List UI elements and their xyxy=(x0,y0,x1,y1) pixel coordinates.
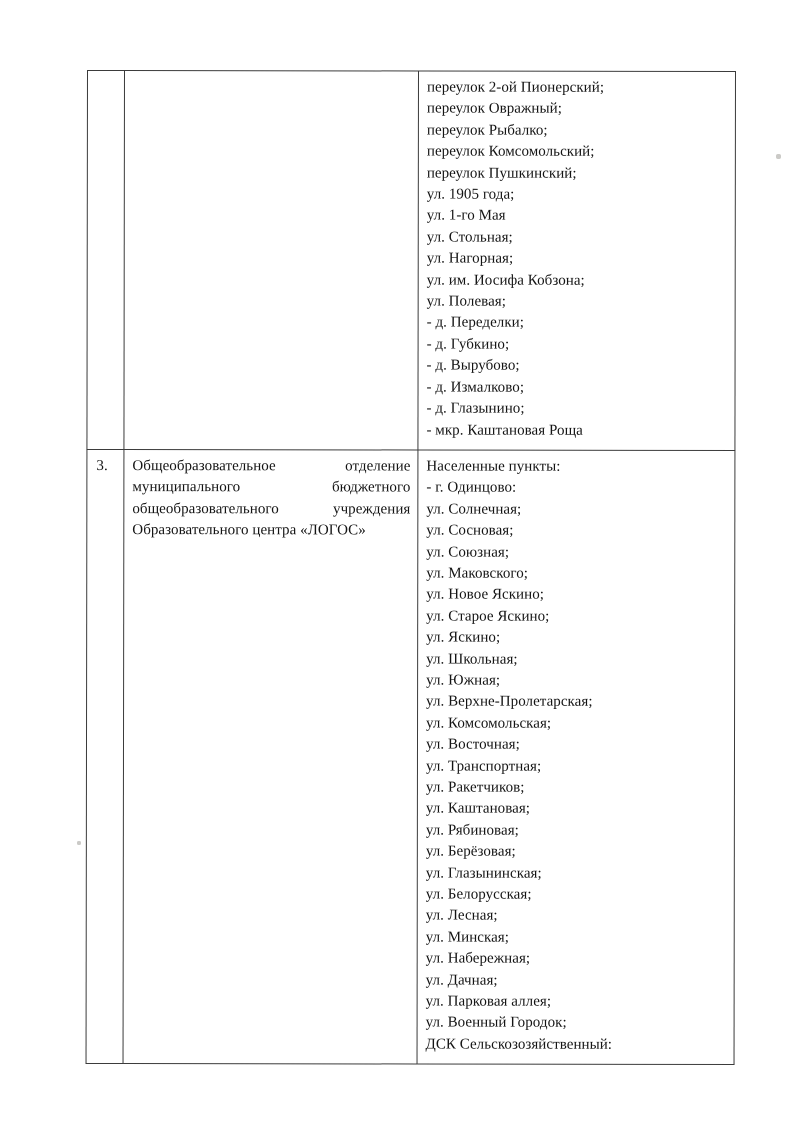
institution-name xyxy=(125,71,418,95)
territory-line: ул. Ракетчиков; xyxy=(425,779,525,796)
territory-line: переулок Комсомольский; xyxy=(426,143,595,160)
territory-line: ул. Яскино; xyxy=(426,629,501,646)
scan-speck xyxy=(776,154,781,159)
territory-line: Населенные пункты: xyxy=(426,458,561,475)
table-row xyxy=(87,71,736,451)
territory-line: - д. Глазынино; xyxy=(426,400,525,417)
row-number-cell xyxy=(86,449,124,1063)
territory-line: ул. Каштановая; xyxy=(425,800,531,818)
territory-line: - д. Переделки; xyxy=(426,314,524,332)
institution-name: Общеобразовательное отделение муниципального бюджетного общеобразовательного учреждения Образовательного центра «ЛОГОС» xyxy=(132,457,411,539)
territory-line: переулок Рыбалко; xyxy=(426,122,548,139)
territory-cell xyxy=(418,71,736,450)
territory-line: ул. Старое Яскино; xyxy=(426,608,550,625)
territory-line: ул. Военный Городок; xyxy=(425,1014,567,1032)
row-number: 3. xyxy=(96,457,108,474)
territory-line: ул. Набережная; xyxy=(425,950,531,967)
territory-line: ул. 1-го Мая xyxy=(426,207,506,225)
territory-line: ул. Школьная; xyxy=(426,651,518,668)
territory-line: ул. Глазынинская; xyxy=(425,865,542,882)
territory-line: ул. 1905 года; xyxy=(426,186,515,203)
territory-line: ДСК Сельскозозяйственный: xyxy=(425,1036,613,1053)
territory-line: ул. Лесная; xyxy=(425,907,498,925)
territory-line: ул. Новое Яскино; xyxy=(426,586,544,604)
territory-line: ул. Парковая аллея; xyxy=(425,993,552,1010)
territory-cell xyxy=(417,450,735,1065)
territory-line: ул. Полевая; xyxy=(426,293,506,310)
territory-line: - мкр. Каштановая Роща xyxy=(426,422,583,439)
table-body xyxy=(86,71,735,1065)
territory-line: - г. Одинцово: xyxy=(426,479,517,496)
territory-line: ул. Стольная; xyxy=(426,229,513,246)
territory-line: ул. Нагорная; xyxy=(426,250,514,267)
territory-line: - д. Губкино; xyxy=(426,336,510,353)
territory-line: ул. Верхне-Пролетарская; xyxy=(426,693,593,711)
territory-line: ул. Рябиновая; xyxy=(425,822,519,839)
row-number-cell xyxy=(87,71,125,450)
institution-cell xyxy=(123,449,418,1064)
territory-line: ул. Берёзовая; xyxy=(425,843,516,860)
territory-line: переулок Овражный; xyxy=(426,100,562,118)
institution-cell xyxy=(124,71,419,450)
territory-line: - д. Измалково; xyxy=(426,379,525,396)
territory-line: ул. Союзная; xyxy=(426,544,510,561)
scan-speck xyxy=(77,841,81,845)
territory-list xyxy=(418,71,735,449)
territory-line: переулок 2-ой Пионерский; xyxy=(426,79,605,96)
table-row xyxy=(86,449,735,1064)
territory-line: ул. Белорусская; xyxy=(425,886,532,903)
territory-line: ул. Сосновая; xyxy=(426,522,514,539)
territory-assignment-table xyxy=(86,70,736,1065)
territory-line: ул. Минская; xyxy=(425,929,509,946)
territory-line: ул. Восточная; xyxy=(425,736,520,753)
territory-line: - д. Вырубово; xyxy=(426,357,520,374)
territory-line: ул. им. Иосифа Кобзона; xyxy=(426,272,585,289)
row-number xyxy=(88,71,124,95)
territory-line: ул. Дачная; xyxy=(425,972,498,989)
territory-line: ул. Южная; xyxy=(426,672,501,689)
territory-line: переулок Пушкинский; xyxy=(426,165,577,182)
territory-line: ул. Комсомольская; xyxy=(426,715,552,732)
territory-line: ул. Солнечная; xyxy=(426,501,522,518)
territory-line: ул. Транспортная; xyxy=(425,758,542,775)
territory-list xyxy=(418,450,735,1064)
territory-line: ул. Маковского; xyxy=(426,565,528,582)
